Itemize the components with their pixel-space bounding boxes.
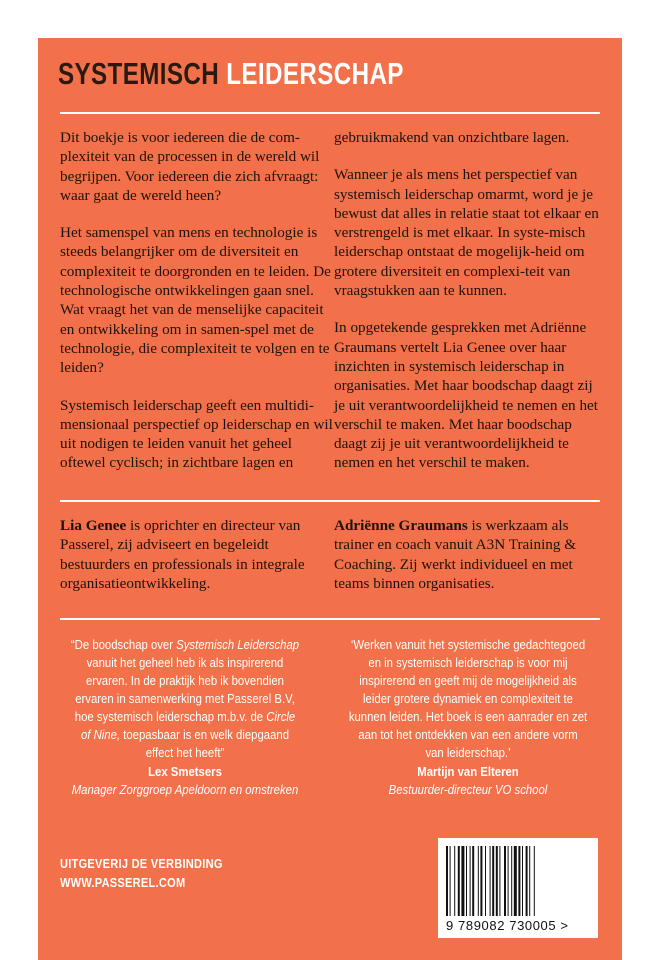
author-name: Lia Genee <box>60 517 127 534</box>
divider-middle <box>60 500 600 502</box>
book-back-cover <box>38 38 622 960</box>
testimonial-role: Manager Zorggroep Apeldoorn en omstreken <box>71 782 299 797</box>
testimonial-left: “De boodschap over Systemisch Leiderschap vanuit het geheel heb ik als inspirerend ervaren. In de praktijk heb ik bovendien ervaren in samenwerking met Passerel B.V, hoe systemisch leiderschap m.b.v. de Circle of Nine, toepasbaar is en welk diepgaand effect het heeft” Lex Smetsers Manager Zorggroep Apeldoorn en omstreken <box>70 637 300 797</box>
blurb-paragraph: Wanneer je als mens het perspectief van systemisch leiderschap omarmt, word je je bewust dat alles in relatie staat tot elkaar en verstrengeld is met elkaar. In syste-misch leiderschap ontstaat de mogelijk-heid om grotere diversiteit en complexi-teit van vraagstukken aan te kunnen. <box>334 166 599 300</box>
blurb-right-column <box>334 128 604 491</box>
author-bio-adrienne-graumans <box>334 516 604 593</box>
testimonial-right: ‘Werken vanuit het systemische gedachtegoed en in systemisch leiderschap is voor mij inspirerend en geeft mij de mogelijkheid als leider grotere dynamiek en complexiteit te kunnen leiden. Het boek is een aanrader en zet aan tot het ontdekken van een andere vorm van leiderschap.’ Martijn van Elteren Bestuurder-directeur VO school <box>348 637 588 797</box>
author-name: Adriënne Graumans <box>334 517 468 534</box>
blurb-paragraph: Dit boekje is voor iedereen die de com-plexiteit van de processen in de wereld wil begrijpen. Voor iedereen die zich afvraagt: waar gaat de wereld heen? <box>60 129 320 204</box>
testimonial-author: Lex Smetsers <box>148 764 222 779</box>
publisher-name: UITGEVERIJ DE VERBINDING <box>60 856 223 871</box>
blurb-left-column <box>60 128 338 491</box>
testimonial-author: Martijn van Elteren <box>417 764 519 779</box>
blurb-paragraph: Het samenspel van mens en technologie is steeds belangrijker om de diversiteit en complexiteit te doorgronden en te leiden. De technologische ontwikkelingen gaan snel. Wat vraagt het van de menselijke capaciteit en ontwikkeling om in samen-spel met de technologie, die complexiteit te volgen en te leiden? <box>60 224 331 377</box>
isbn-number: 9 789082 730005 > <box>446 918 569 933</box>
divider-top <box>60 112 600 114</box>
title-word-leiderschap: LEIDERSCHAP <box>226 56 404 91</box>
isbn-barcode <box>438 838 598 938</box>
blurb-paragraph: In opgetekende gesprekken met Adriënne Graumans vertelt Lia Genee over haar inzichten in systemisch leiderschap in organisaties. Met haar boodschap daagt zij je uit verantwoordelijkheid te nemen en het verschil te maken. Met haar boodschap daagt zij je uit verantwoordelijkheid te nemen en het verschil te maken. <box>334 319 599 472</box>
testimonial-role: Bestuurder-directeur VO school <box>388 782 548 797</box>
divider-bottom <box>60 618 600 620</box>
publisher-url: WWW.PASSEREL.COM <box>60 875 186 890</box>
title-word-systemisch: SYSTEMISCH <box>58 56 220 91</box>
author-bio-lia-genee <box>60 516 330 593</box>
author-bio-text: is oprichter en directeur van Passerel, zij adviseert en begeleidt bestuurders en professionals in integrale organisatieontwikkeling. <box>60 517 305 592</box>
publisher-info <box>60 854 223 892</box>
barcode-bars <box>444 846 592 916</box>
blurb-paragraph: Systemisch leiderschap geeft een multidi-mensionaal perspectief op leiderschap en wil uit nodigen te leiden vanuit het geheel oftewel cyclisch; in zichtbare lagen en <box>60 396 333 472</box>
author-bio-text: is werkzaam als trainer en coach vanuit A3N Training & Coaching. Zij werkt individueel en met teams binnen organisaties. <box>334 517 577 592</box>
book-title <box>58 56 404 92</box>
blurb-paragraph: gebruikmakend van onzichtbare lagen. <box>334 129 570 146</box>
